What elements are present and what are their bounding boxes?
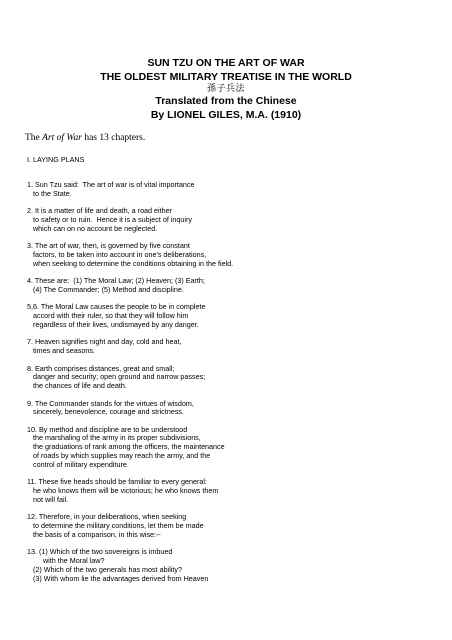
paragraph xyxy=(27,513,437,539)
paragraph-line: 9. The Commander stands for the virtues of wisdom, xyxy=(27,398,194,408)
paragraph xyxy=(27,338,437,356)
paragraph xyxy=(27,303,437,329)
intro-prefix: The xyxy=(25,133,43,143)
translator-credit: By LIONEL GILES, M.A. (1910) xyxy=(150,108,302,121)
paragraph-line: danger and security; open ground and narrow passes; xyxy=(27,372,206,382)
paragraph xyxy=(27,548,437,583)
paragraph-line: (2) Which of the two generals has most ability? xyxy=(27,564,182,574)
paragraph-line: to the State. xyxy=(27,188,72,198)
paragraph-line: not will fail. xyxy=(27,494,69,504)
paragraph xyxy=(27,277,437,295)
paragraph-line: to safety or to ruin. Hence it is a subject of inquiry xyxy=(27,214,192,224)
translation-note: Translated from the Chinese xyxy=(155,95,297,107)
paragraph-line: to determine the military conditions, let them be made xyxy=(27,521,204,531)
paragraph-line: 4. These are: (1) The Moral Law; (2) Heaven; (3) Earth; xyxy=(27,276,205,286)
paragraph-line: 10. By method and discipline are to be understood xyxy=(27,424,188,434)
paragraph-line: accord with their ruler, so that they will follow him xyxy=(27,311,189,321)
paragraph-line: 3. The art of war, then, is governed by five constant xyxy=(27,241,190,251)
paragraph-line: the graduations of rank among the officers, the maintenance xyxy=(27,442,225,452)
paragraph-line: 1. Sun Tzu said: The art of war is of vital importance xyxy=(27,180,195,189)
intro-book-name: Art of War xyxy=(42,133,82,143)
paragraph-line: 13. (1) Which of the two sovereigns is imbued xyxy=(27,547,173,557)
paragraph-line: the basis of a comparison, in this wise:-- xyxy=(27,529,161,539)
paragraph-line: factors, to be taken into account in one's deliberations, xyxy=(27,249,207,259)
paragraph-line: control of military expenditure. xyxy=(27,459,129,469)
paragraph-line: with the Moral law? xyxy=(27,556,105,566)
chapter-heading: I. LAYING PLANS xyxy=(27,155,85,164)
book-title: SUN TZU ON THE ART OF WAR xyxy=(147,57,305,69)
paragraph-line: which can on no account be neglected. xyxy=(27,223,158,233)
paragraph-line: 12. Therefore, in your deliberations, when seeking xyxy=(27,512,187,522)
paragraph xyxy=(27,478,437,504)
paragraph xyxy=(27,426,437,470)
paragraph-line: (4) The Commander; (5) Method and discipline. xyxy=(27,284,184,294)
paragraph-line: of roads by which supplies may reach the army, and the xyxy=(27,451,211,461)
title-block xyxy=(0,57,452,122)
paragraph-line: times and seasons. xyxy=(27,346,95,356)
paragraph xyxy=(27,365,437,391)
book-subtitle: THE OLDEST MILITARY TREATISE IN THE WORLD xyxy=(100,70,352,83)
paragraph-line: 2. It is a matter of life and death, a road either xyxy=(27,206,173,216)
paragraph xyxy=(27,207,437,233)
paragraph-line: when seeking to determine the conditions obtaining in the field. xyxy=(27,258,234,268)
paragraph xyxy=(27,242,437,268)
chapter-body xyxy=(27,181,437,592)
paragraph-line: 11. These five heads should be familiar to every general: xyxy=(27,477,207,487)
paragraph-line: the chances of life and death. xyxy=(27,381,127,391)
paragraph-line: 5,6. The Moral Law causes the people to be in complete xyxy=(27,302,206,312)
paragraph-line: the marshaling of the army in its proper subdivisions, xyxy=(27,433,201,443)
paragraph-line: regardless of their lives, undismayed by any danger. xyxy=(27,319,199,329)
paragraph xyxy=(27,400,437,418)
intro-suffix: has 13 chapters. xyxy=(81,133,146,143)
intro-sentence xyxy=(25,132,145,144)
paragraph-line: (3) With whom lie the advantages derived from Heaven xyxy=(27,573,209,583)
paragraph xyxy=(27,181,437,199)
paragraph-line: 7. Heaven signifies night and day, cold and heat, xyxy=(27,337,182,347)
paragraph-line: sincerely, benevolence, courage and strictness. xyxy=(27,407,184,417)
chinese-title: 孫子兵法 xyxy=(206,84,245,94)
paragraph-line: he who knows them will be victorious; he who knows them xyxy=(27,486,219,496)
paragraph-line: 8. Earth comprises distances, great and small; xyxy=(27,363,175,373)
